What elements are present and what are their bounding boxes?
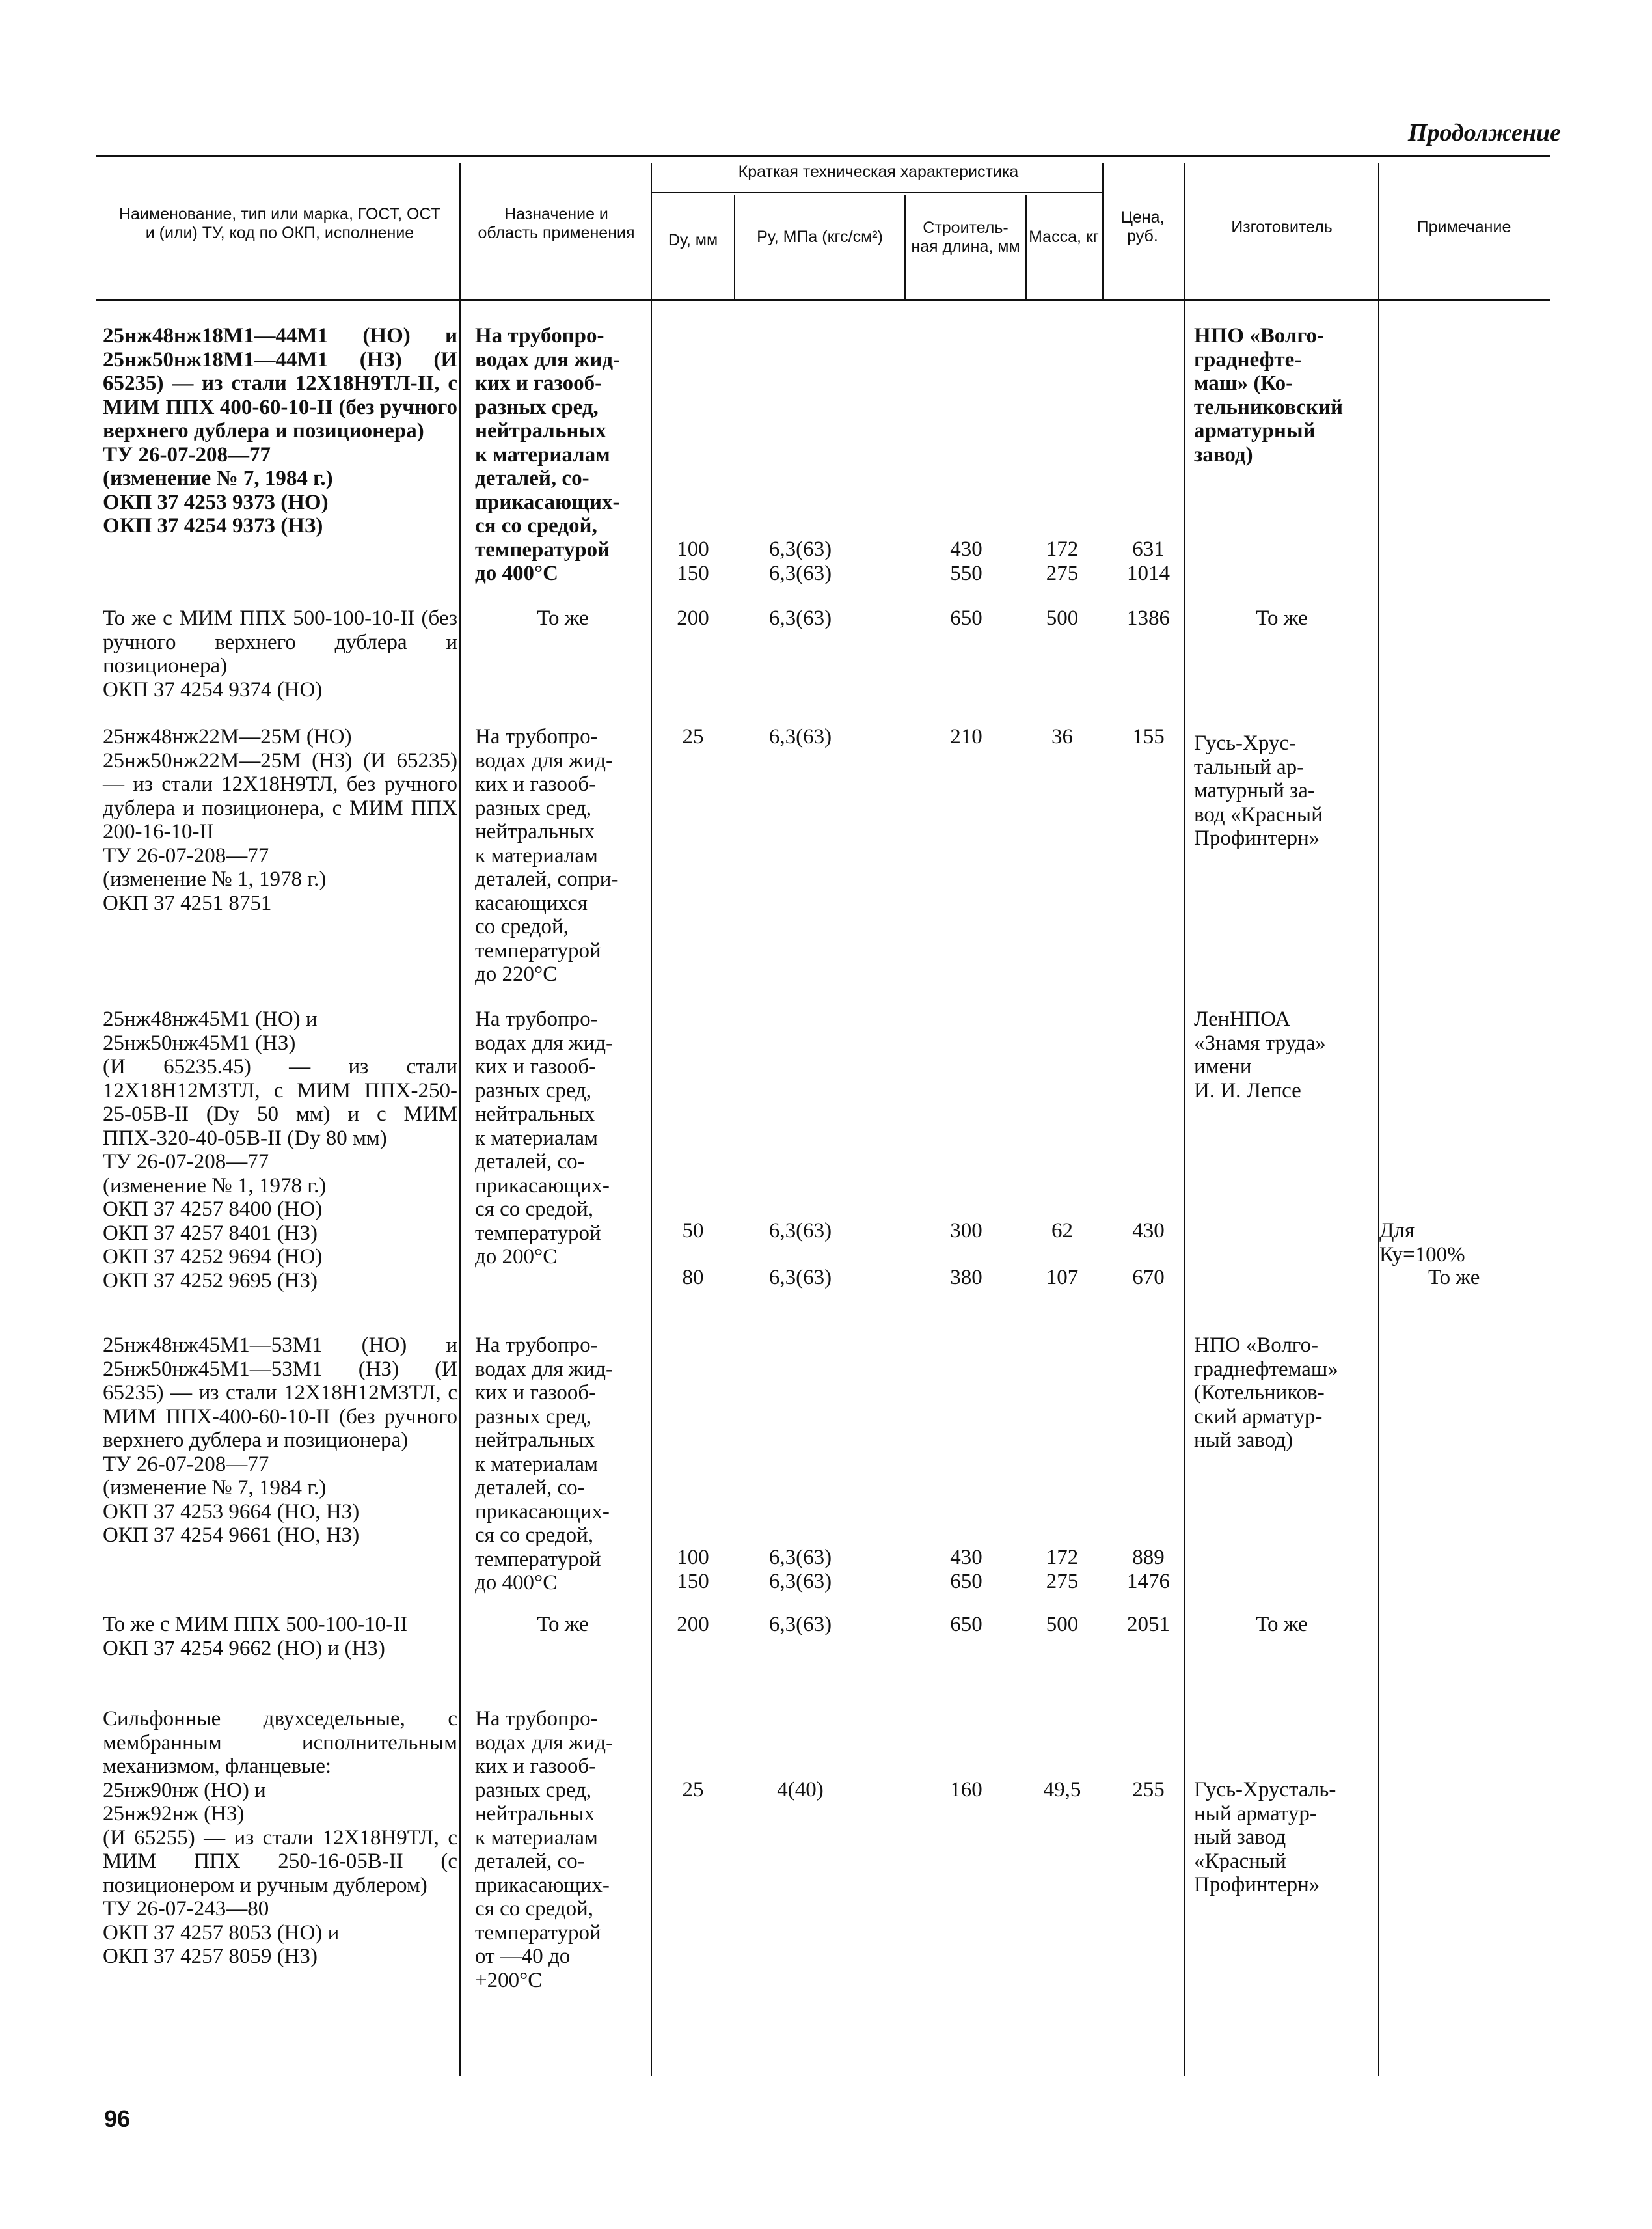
row5-price: 889 1476 <box>1127 1546 1170 1593</box>
row1-name: 25нж48нж18М1—44М1 (НО) и 25нж50нж18М1—44М1 (НЗ) (И 65235) — из стали 12Х18Н9ТЛ-II, с МИМ ППХ 400-60-10-II (без ручного верхнего дублера и позиционера) ТУ 26-07-208—77 (изменение № 7, 1984 г.) ОКП 37 4253 9373 (НО) ОКП 37 4254 9373 (НЗ) <box>103 324 457 538</box>
row4-length-2: 380 <box>950 1266 982 1289</box>
row2-length: 650 <box>950 607 982 630</box>
row3-length: 210 <box>950 725 982 748</box>
row5-name: 25нж48нж45М1—53М1 (НО) и 25нж50нж45М1—53М1 (НЗ) (И 65235) — из стали 12Х18Н12М3ТЛ, с МИМ ППХ-400-60-10-II (без ручного верхнего дублера и позиционера) ТУ 26-07-208—77 (изменение № 7, 1984 г.) ОКП 37 4253 9664 (НО, НЗ) ОКП 37 4254 9661 (НО, НЗ) <box>103 1333 457 1547</box>
row1-py: 6,3(63) 6,3(63) <box>768 538 832 585</box>
row6-manufacturer: То же <box>1256 1613 1308 1636</box>
row5-dy: 100 150 <box>677 1546 709 1593</box>
header-note: Примечание <box>1416 218 1511 236</box>
row4-note-1: Для Ку=100% <box>1379 1219 1465 1266</box>
row4-length-1: 300 <box>950 1219 982 1242</box>
row7-manufacturer: Гусь-Хрусталь- ный арматур- ный завод «Красный Профинтерн» <box>1194 1778 1336 1896</box>
row2-name: То же с МИМ ППХ 500-100-10-II (без ручного верхнего дублера и позиционера) ОКП 37 4254 9374 (НО) <box>103 607 457 702</box>
header-price: Цена, руб. <box>1120 208 1165 245</box>
header-py: Pу, МПа (кгс/см²) <box>757 228 883 246</box>
row4-py-1: 6,3(63) <box>768 1219 832 1242</box>
header-manufacturer: Изготовитель <box>1231 218 1333 236</box>
header-tech-group: Краткая техническая характеристика <box>738 163 1019 181</box>
row4-price-2: 670 <box>1132 1266 1165 1289</box>
row1-manufacturer: НПО «Волго- граднефте- маш» (Ко- тельниковский арматурный завод) <box>1194 324 1344 467</box>
row1-purpose: На трубопро- водах для жид- ких и газооб- разных сред, нейтральных к материалам деталей, со- прикасающих- ся со средой, температурой до 400°С <box>475 324 621 585</box>
row6-price: 2051 <box>1127 1613 1170 1636</box>
row1-dy: 100 150 <box>677 538 709 585</box>
row4-py-2: 6,3(63) <box>768 1266 832 1289</box>
row7-mass: 49,5 <box>1043 1778 1081 1801</box>
row4-dy-2: 80 <box>682 1266 704 1289</box>
row4-purpose: На трубопро- водах для жид- ких и газооб- разных сред, нейтральных к материалам деталей, со- прикасающих- ся со средой, температурой до 200°С <box>475 1007 614 1268</box>
row7-price: 255 <box>1132 1778 1165 1801</box>
row2-dy: 200 <box>677 607 709 630</box>
row5-purpose: На трубопро- водах для жид- ких и газооб- разных сред, нейтральных к материалам деталей, со- прикасающих- ся со средой, температурой до 400°С <box>475 1333 614 1594</box>
table-header-rule <box>96 299 1550 301</box>
header-length: Строитель-ная длина, мм <box>911 219 1020 256</box>
row1-price: 631 1014 <box>1127 538 1170 585</box>
row4-note-2: То же <box>1428 1266 1480 1289</box>
header-dy: Dу, мм <box>668 231 718 249</box>
column-divider <box>459 163 461 2076</box>
row2-py: 6,3(63) <box>768 607 832 630</box>
row2-mass: 500 <box>1046 607 1079 630</box>
group-header-rule <box>651 192 1102 193</box>
row5-py: 6,3(63) 6,3(63) <box>768 1546 832 1593</box>
row5-manufacturer: НПО «Волго- граднефтемаш» (Котельников- ский арматур- ный завод) <box>1194 1333 1338 1452</box>
row6-mass: 500 <box>1046 1613 1079 1636</box>
row5-mass: 172 275 <box>1046 1546 1079 1593</box>
row6-py: 6,3(63) <box>768 1613 832 1636</box>
header-name: Наименование, тип или марка, ГОСТ, ОСТ и (или) ТУ, код по ОКП, исполнение <box>119 205 440 242</box>
row1-length: 430 550 <box>950 538 982 585</box>
row4-mass-2: 107 <box>1046 1266 1079 1289</box>
row7-py: 4(40) <box>777 1778 824 1801</box>
row7-dy: 25 <box>682 1778 704 1801</box>
row2-manufacturer: То же <box>1256 607 1308 630</box>
row3-mass: 36 <box>1051 725 1073 748</box>
row4-price-1: 430 <box>1132 1219 1165 1242</box>
row6-dy: 200 <box>677 1613 709 1636</box>
row2-price: 1386 <box>1127 607 1170 630</box>
continuation-label: Продолжение <box>1407 119 1561 146</box>
row3-name: 25нж48нж22М—25М (НО) 25нж50нж22М—25М (НЗ) (И 65235) — из стали 12Х18Н9ТЛ, без ручного дублера и позиционера, с МИМ ППХ 200-16-10-II ТУ 26-07-208—77 (изменение № 1, 1978 г.) ОКП 37 4251 8751 <box>103 725 457 915</box>
row7-purpose: На трубопро- водах для жид- ких и газооб- разных сред, нейтральных к материалам деталей, со- прикасающих- ся со средой, температурой от —40 до +200°С <box>475 1707 614 1992</box>
row4-mass-1: 62 <box>1051 1219 1073 1242</box>
row3-dy: 25 <box>682 725 704 748</box>
row6-length: 650 <box>950 1613 982 1636</box>
row5-length: 430 650 <box>950 1546 982 1593</box>
row3-price: 155 <box>1132 725 1165 748</box>
row7-name: Сильфонные двухседельные, с мембранным исполнительным механизмом, фланцевые: 25нж90нж (НО) и 25нж92нж (НЗ) (И 65255) — из стали 12Х18Н9ТЛ, с МИМ ППХ 250-16-05В-II (с позиционером и ручным дублером) ТУ 26-07-243—80 ОКП 37 4257 8053 (НО) и ОКП 37 4257 8059 (НЗ) <box>103 1707 457 1968</box>
row4-name: 25нж48нж45М1 (НО) и 25нж50нж45М1 (НЗ) (И 65235.45) — из стали 12Х18Н12М3ТЛ, с МИМ ППХ-250-25-05В-II (Dу 50 мм) и с МИМ ППХ-320-40-05В-II (Dу 80 мм) ТУ 26-07-208—77 (изменение № 1, 1978 г.) ОКП 37 4257 8400 (НО) ОКП 37 4257 8401 (НЗ) ОКП 37 4252 9694 (НО) ОКП 37 4252 9695 (НЗ) <box>103 1007 457 1292</box>
page-number: 96 <box>104 2105 131 2132</box>
row6-name: То же с МИМ ППХ 500-100-10-II ОКП 37 4254 9662 (НО) и (НЗ) <box>103 1613 408 1660</box>
row3-py: 6,3(63) <box>768 725 832 748</box>
row2-purpose: То же <box>537 607 589 630</box>
row6-purpose: То же <box>537 1613 589 1636</box>
row4-dy-1: 50 <box>682 1219 704 1242</box>
header-mass: Масса, кг <box>1029 228 1099 246</box>
row3-purpose: На трубопро- водах для жид- ких и газооб- разных сред, нейтральных к материалам деталей, сопри- касающихся со средой, температурой до 220°С <box>475 725 619 986</box>
row3-manufacturer: Гусь-Хрус- тальный ар- матурный за- вод «Красный Профинтерн» <box>1194 732 1323 850</box>
row7-length: 160 <box>950 1778 982 1801</box>
column-divider <box>1025 195 1027 299</box>
row4-manufacturer: ЛенНПОА «Знамя труда» имени И. И. Лепсе <box>1194 1007 1326 1102</box>
column-divider <box>651 163 652 2076</box>
column-divider <box>904 195 906 299</box>
table-top-rule <box>96 155 1550 157</box>
column-divider <box>734 195 735 299</box>
header-purpose: Назначение и область применения <box>478 205 635 242</box>
row1-mass: 172 275 <box>1046 538 1079 585</box>
